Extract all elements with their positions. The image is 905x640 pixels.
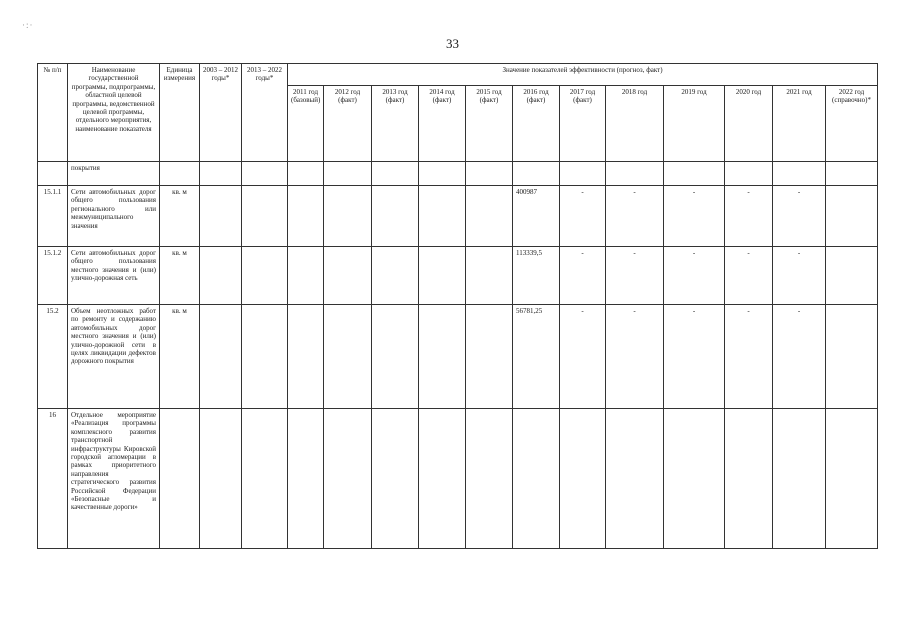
row-value [826, 186, 878, 247]
row-value [725, 162, 773, 186]
row-value: - [773, 186, 826, 247]
row-num [38, 162, 68, 186]
row-unit: кв. м [160, 305, 200, 409]
row-value [419, 305, 466, 409]
row-value [372, 186, 419, 247]
row-value [773, 409, 826, 549]
row-cell [242, 409, 288, 549]
row-num: 15.1.1 [38, 186, 68, 247]
header-year: 2015 год (факт) [466, 86, 513, 162]
row-name: Сети автомобильных дорог общего пользования регионального или межмуниципального значения [68, 186, 160, 247]
row-value: - [725, 186, 773, 247]
row-value [826, 305, 878, 409]
row-unit: кв. м [160, 186, 200, 247]
row-value [606, 409, 664, 549]
row-value [288, 186, 324, 247]
header-year: 2012 год (факт) [324, 86, 372, 162]
row-name: покрытия [68, 162, 160, 186]
row-num: 15.1.2 [38, 247, 68, 305]
row-value: - [664, 305, 725, 409]
row-value: - [664, 186, 725, 247]
row-value: - [560, 305, 606, 409]
row-value [513, 162, 560, 186]
row-value [324, 247, 372, 305]
header-num: № п/п [38, 64, 68, 162]
row-value [664, 409, 725, 549]
row-value [288, 247, 324, 305]
row-value: - [560, 247, 606, 305]
row-value: - [725, 247, 773, 305]
row-value [324, 305, 372, 409]
row-value: - [606, 305, 664, 409]
row-value [324, 186, 372, 247]
row-value: - [725, 305, 773, 409]
header-year: 2018 год [606, 86, 664, 162]
scan-artifact: ·:· [22, 20, 34, 30]
page-number: 33 [446, 36, 459, 51]
row-value [372, 162, 419, 186]
row-value: - [560, 186, 606, 247]
header-indicators: Значение показателей эффективности (прогноз, факт) [288, 64, 878, 86]
header-year: 2021 год [773, 86, 826, 162]
row-value: - [606, 247, 664, 305]
row-value [372, 409, 419, 549]
header-year: 2014 год (факт) [419, 86, 466, 162]
row-value: 400987 [513, 186, 560, 247]
table-row [38, 305, 878, 409]
row-value [466, 186, 513, 247]
header-name: Наименование государственной программы, подпрограммы, областной целевой программы, ведомственной целевой программы, отдельного мероприятия, наименование показателя [68, 64, 160, 162]
header-period-2013-2022: 2013 – 2022 годы* [242, 64, 288, 162]
row-cell [242, 305, 288, 409]
row-value [560, 409, 606, 549]
row-value [513, 409, 560, 549]
header-year: 2017 год (факт) [560, 86, 606, 162]
header-year: 2011 год (базовый) [288, 86, 324, 162]
header-period-2003-2012: 2003 – 2012 годы* [200, 64, 242, 162]
row-value [826, 247, 878, 305]
row-cell [242, 186, 288, 247]
row-cell [200, 162, 242, 186]
row-value [466, 409, 513, 549]
row-cell [242, 247, 288, 305]
header-year: 2020 год [725, 86, 773, 162]
row-value: - [664, 247, 725, 305]
row-value [324, 162, 372, 186]
row-value [419, 247, 466, 305]
row-name: Отдельное мероприятие «Реализация программы комплексного развития транспортной инфраструктуры Кировской городской агломерации в рамках приоритетного направления стратегического развития Российской Федерации «Безопасные и качественные дороги» [68, 409, 160, 549]
row-unit [160, 162, 200, 186]
row-value [466, 247, 513, 305]
row-cell [200, 409, 242, 549]
row-value [725, 409, 773, 549]
row-value [773, 162, 826, 186]
row-cell [200, 186, 242, 247]
row-value [288, 409, 324, 549]
row-value [324, 409, 372, 549]
row-value [466, 162, 513, 186]
header-unit: Единица измерения [160, 64, 200, 162]
row-value [372, 305, 419, 409]
header-year: 2022 год (справочно)* [826, 86, 878, 162]
row-num: 15.2 [38, 305, 68, 409]
row-value: - [773, 305, 826, 409]
header-year: 2013 год (факт) [372, 86, 419, 162]
row-value [560, 162, 606, 186]
row-value [826, 409, 878, 549]
header-year: 2016 год (факт) [513, 86, 560, 162]
row-value [419, 409, 466, 549]
row-num: 16 [38, 409, 68, 549]
row-value: 113339,5 [513, 247, 560, 305]
table-row [38, 409, 878, 549]
table-row [38, 162, 878, 186]
table-row [38, 186, 878, 247]
row-name: Сети автомобильных дорог общего пользования местного значения и (или) улично-дорожная сеть [68, 247, 160, 305]
header-year: 2019 год [664, 86, 725, 162]
row-value [372, 247, 419, 305]
row-value [288, 162, 324, 186]
row-value [664, 162, 725, 186]
row-cell [200, 305, 242, 409]
row-value: - [606, 186, 664, 247]
table-row [38, 247, 878, 305]
row-cell [242, 162, 288, 186]
row-cell [200, 247, 242, 305]
row-value [288, 305, 324, 409]
row-unit [160, 409, 200, 549]
indicators-table [37, 63, 878, 549]
row-name: Объем неотложных работ по ремонту и содержанию автомобильных дорог местного значения и (или) улично-дорожной сети в целях ликвидации дефектов дорожного покрытия [68, 305, 160, 409]
row-value [826, 162, 878, 186]
row-unit: кв. м [160, 247, 200, 305]
row-value [466, 305, 513, 409]
row-value [419, 186, 466, 247]
row-value: 56781,25 [513, 305, 560, 409]
row-value: - [773, 247, 826, 305]
row-value [419, 162, 466, 186]
row-value [606, 162, 664, 186]
